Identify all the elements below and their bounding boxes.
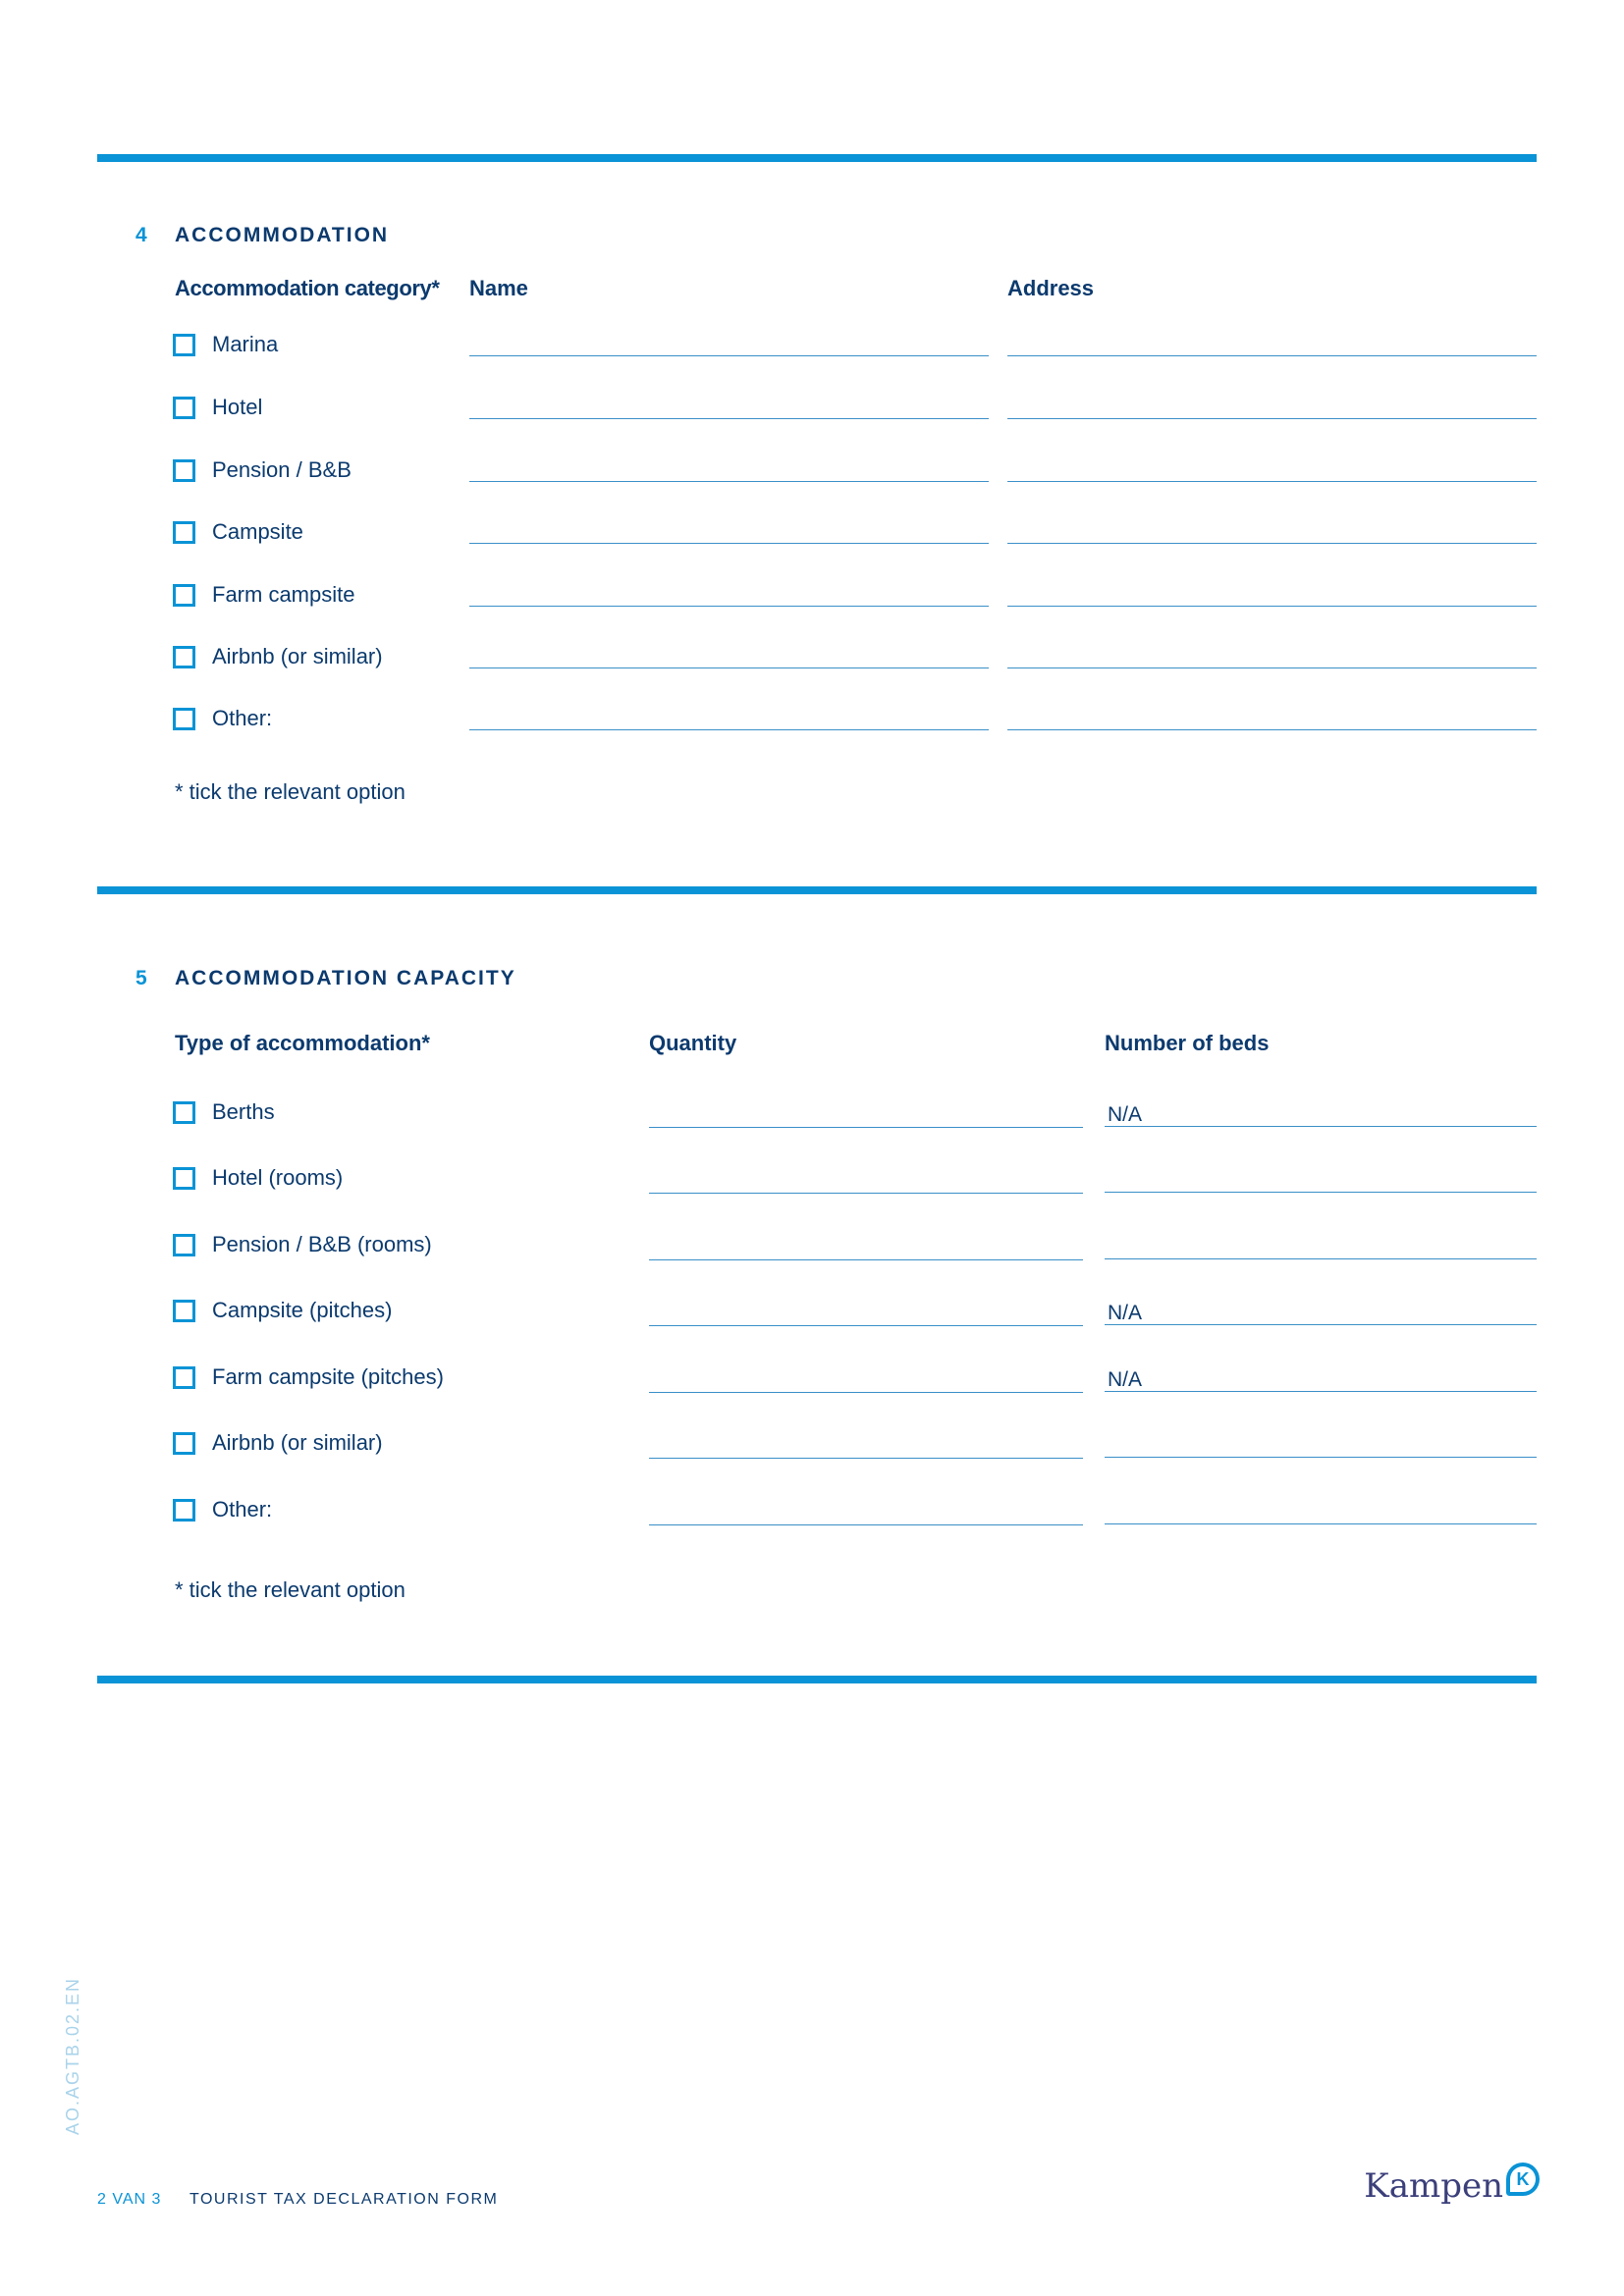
col-header-beds: Number of beds: [1105, 1031, 1270, 1055]
beds-field[interactable]: N/A: [1105, 1368, 1537, 1392]
name-field[interactable]: [469, 646, 989, 668]
checkbox[interactable]: [173, 459, 195, 482]
address-field[interactable]: [1007, 459, 1537, 482]
divider-middle: [97, 886, 1537, 894]
option-label: Pension / B&B: [212, 457, 352, 482]
section-5-number: 5: [135, 967, 147, 989]
address-field[interactable]: [1007, 646, 1537, 668]
option-label: Airbnb (or similar): [212, 1430, 383, 1455]
name-field[interactable]: [469, 708, 989, 730]
checkbox[interactable]: [173, 1234, 195, 1256]
name-field[interactable]: [469, 459, 989, 482]
checkbox[interactable]: [173, 1432, 195, 1455]
checkbox[interactable]: [173, 1101, 195, 1124]
address-field[interactable]: [1007, 708, 1537, 730]
checkbox[interactable]: [173, 646, 195, 668]
section-5-title: ACCOMMODATION CAPACITY: [175, 967, 516, 989]
option-label: Marina: [212, 332, 279, 356]
address-field[interactable]: [1007, 521, 1537, 544]
quantity-field[interactable]: [649, 1169, 1083, 1194]
divider-top: [97, 154, 1537, 162]
name-field[interactable]: [469, 521, 989, 544]
quantity-field[interactable]: [649, 1368, 1083, 1393]
name-field[interactable]: [469, 397, 989, 419]
footer-title: TOURIST TAX DECLARATION FORM: [189, 2191, 499, 2208]
checkbox[interactable]: [173, 708, 195, 730]
option-label: Other:: [212, 706, 273, 730]
page-number: 2 VAN 3: [97, 2191, 162, 2208]
col-header-name: Name: [469, 276, 528, 300]
beds-field[interactable]: [1105, 1169, 1537, 1193]
name-field[interactable]: [469, 584, 989, 607]
section-4-title: ACCOMMODATION: [175, 224, 390, 246]
kampen-logo-text: Kampen: [1364, 2166, 1503, 2206]
checkbox[interactable]: [173, 334, 195, 356]
section-5-note: * tick the relevant option: [175, 1577, 406, 1602]
divider-bottom: [97, 1676, 1537, 1683]
option-label: Hotel: [212, 395, 263, 419]
kampen-logo: [1364, 2163, 1540, 2210]
quantity-field[interactable]: [649, 1501, 1083, 1525]
quantity-field[interactable]: [649, 1236, 1083, 1260]
col-header-category: Accommodation category*: [175, 276, 440, 300]
checkbox[interactable]: [173, 1300, 195, 1322]
checkbox[interactable]: [173, 521, 195, 544]
option-label: Pension / B&B (rooms): [212, 1232, 432, 1256]
kampen-logo-mark-icon: K: [1506, 2163, 1540, 2196]
option-label: Campsite: [212, 519, 303, 544]
name-field[interactable]: [469, 334, 989, 356]
col-header-quantity: Quantity: [649, 1031, 737, 1055]
col-header-type: Type of accommodation*: [175, 1031, 430, 1055]
option-label: Berths: [212, 1099, 275, 1124]
address-field[interactable]: [1007, 397, 1537, 419]
checkbox[interactable]: [173, 584, 195, 607]
checkbox[interactable]: [173, 1167, 195, 1190]
beds-field[interactable]: [1105, 1434, 1537, 1458]
quantity-field[interactable]: [649, 1434, 1083, 1459]
checkbox[interactable]: [173, 1499, 195, 1522]
option-label: Farm campsite (pitches): [212, 1364, 444, 1389]
address-field[interactable]: [1007, 584, 1537, 607]
checkbox[interactable]: [173, 397, 195, 419]
option-label: Other:: [212, 1497, 273, 1522]
option-label: Campsite (pitches): [212, 1298, 393, 1322]
address-field[interactable]: [1007, 334, 1537, 356]
quantity-field[interactable]: [649, 1302, 1083, 1326]
document-code: AO.AGTB.02.EN: [63, 1976, 82, 2135]
beds-field[interactable]: N/A: [1105, 1302, 1537, 1325]
beds-field[interactable]: [1105, 1236, 1537, 1259]
option-label: Airbnb (or similar): [212, 644, 383, 668]
quantity-field[interactable]: [649, 1103, 1083, 1128]
option-label: Farm campsite: [212, 582, 355, 607]
beds-field[interactable]: N/A: [1105, 1103, 1537, 1127]
option-label: Hotel (rooms): [212, 1165, 344, 1190]
beds-field[interactable]: [1105, 1501, 1537, 1524]
section-4-number: 4: [135, 224, 147, 246]
col-header-address: Address: [1007, 276, 1095, 300]
checkbox[interactable]: [173, 1366, 195, 1389]
section-4-note: * tick the relevant option: [175, 779, 406, 804]
